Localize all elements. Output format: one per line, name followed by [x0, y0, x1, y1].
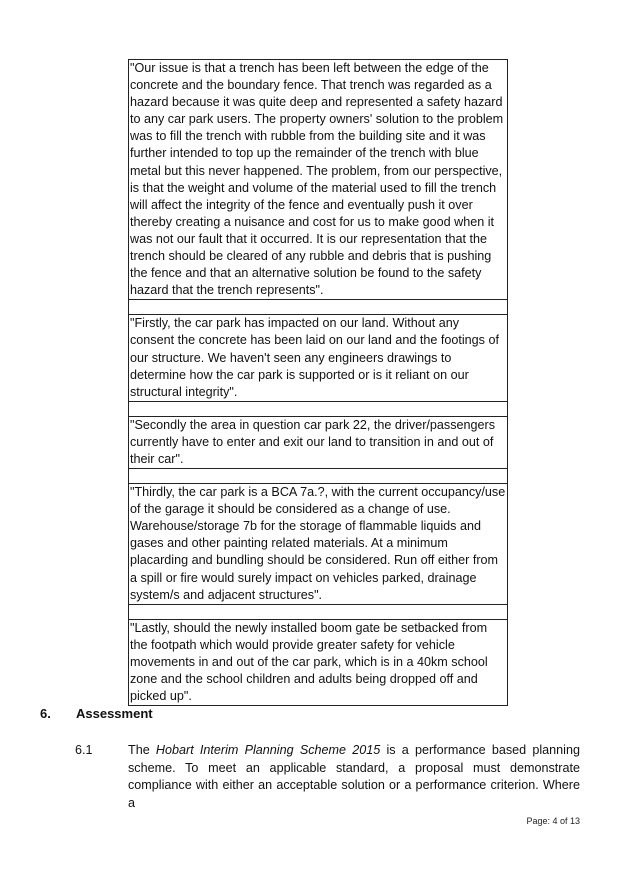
- scheme-name: Hobart Interim Planning Scheme 2015: [155, 743, 381, 757]
- spacer-cell: [129, 401, 508, 416]
- table-row: [129, 469, 508, 484]
- quote-cell-firstly: "Firstly, the car park has impacted on our land. Without any consent the concrete has been laid on our land and the footings of our structure. We haven't seen any engineers drawings to determine how the car park is supported or is it reliant on our structural integrity".: [129, 315, 508, 401]
- paragraph-number: 6.1: [75, 743, 93, 757]
- table-row: [129, 619, 508, 705]
- paragraph-text: [128, 742, 580, 812]
- section-title: Assessment: [76, 706, 153, 721]
- table-row: [129, 315, 508, 401]
- table-row: [129, 60, 508, 300]
- table-row: [129, 416, 508, 468]
- spacer-cell: [129, 604, 508, 619]
- spacer-cell: [129, 469, 508, 484]
- paragraph-text-after: is a performance based planning scheme. To meet an applicable standard, a proposal must demonstrate compliance with either an acceptable solution or a performance criterion. Where a: [128, 743, 580, 810]
- page-number: Page: 4 of 13: [526, 816, 580, 826]
- quote-cell-secondly: "Secondly the area in question car park 22, the driver/passengers currently have to enter and exit our land to transition in and out of their car".: [129, 416, 508, 468]
- quote-cell-thirdly: "Thirdly, the car park is a BCA 7a.?, with the current occupancy/use of the garage it should be considered as a change of use. Warehouse/storage 7b for the storage of flammable liquids and gases and other painting related materials. At a minimum placarding and bundling should be considered. Run off either from a spill or fire would surely impact on vehicles parked, drainage system/s and adjacent structures".: [129, 484, 508, 605]
- table-row: [129, 401, 508, 416]
- table-row: [129, 300, 508, 315]
- spacer-cell: [129, 300, 508, 315]
- section-number: 6.: [40, 706, 51, 721]
- section-heading: [40, 706, 153, 721]
- representations-table: [128, 59, 508, 706]
- table-row: [129, 604, 508, 619]
- table-row: [129, 484, 508, 605]
- quote-cell-lastly: "Lastly, should the newly installed boom gate be setbacked from the footpath which would provide greater safety for vehicle movements in and out of the car park, which is in a 40km school zone and the school children and adults being dropped off and picked up".: [129, 619, 508, 705]
- quote-cell-trench: "Our issue is that a trench has been left between the edge of the concrete and the boundary fence. That trench was regarded as a hazard because it was quite deep and represented a safety hazard to any car park users. The property owners' solution to the problem was to fill the trench with rubble from the building site and it was further intended to top up the remainder of the trench with blue metal but this never happened. The problem, from our perspective, is that the weight and volume of the material used to fill the trench will affect the integrity of the fence and eventually push it over thereby creating a nuisance and cost for us to make good when it was not our fault that it occurred. It is our representation that the trench should be cleared of any rubble and debris that is pushing the fence and that an alternative solution be found to the safety hazard that the trench represents".: [129, 60, 508, 300]
- paragraph-6-1: [75, 742, 585, 812]
- paragraph-text-before: The: [128, 743, 156, 757]
